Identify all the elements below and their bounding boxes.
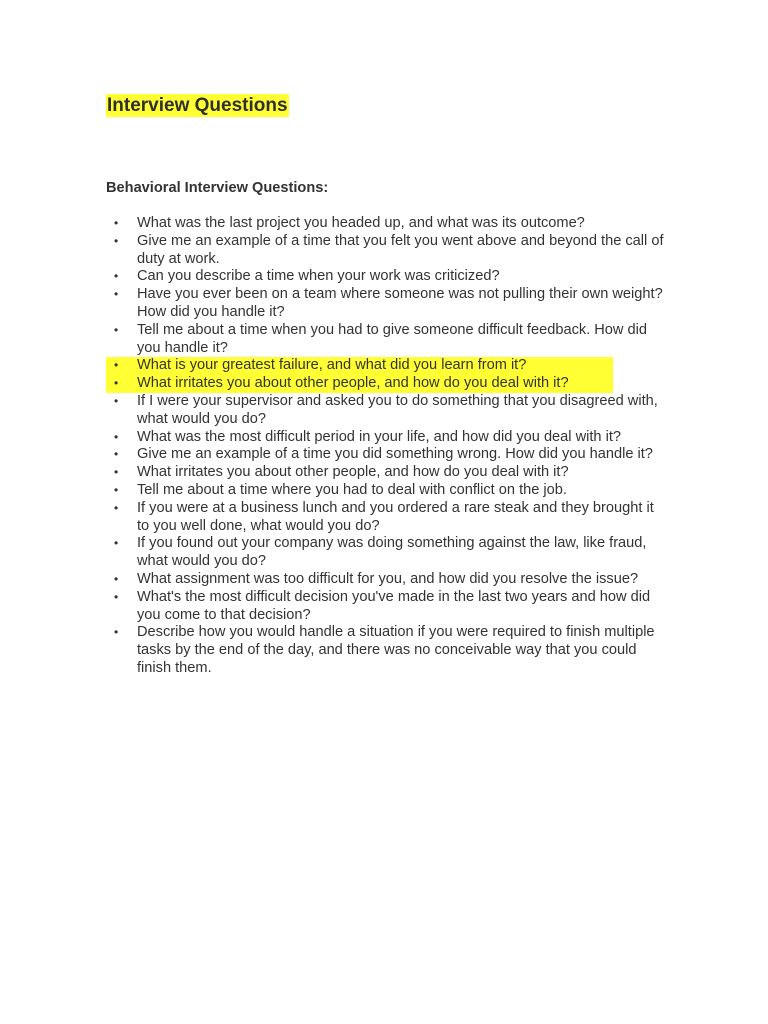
question-text: What assignment was too difficult for you, and how did you resolve the issue?	[137, 570, 639, 587]
bullet-icon: •	[114, 393, 119, 408]
section-heading: Behavioral Interview Questions:	[106, 180, 329, 196]
list-item	[106, 429, 666, 447]
question-text: What was the last project you headed up, and what was its outcome?	[137, 215, 585, 231]
question-list	[106, 215, 666, 678]
list-item	[106, 482, 666, 500]
highlighted-list-item	[106, 357, 613, 375]
bullet-icon: •	[114, 429, 119, 444]
list-item	[106, 268, 666, 286]
highlighted-list-item	[106, 375, 613, 393]
list-item	[106, 286, 666, 322]
document-title: Interview Questions	[107, 95, 288, 116]
question-text: Give me an example of a time you did something wrong. How did you handle it?	[137, 446, 653, 463]
question-text: Give me an example of a time that you felt you went above and beyond the call of duty at work.	[137, 232, 664, 267]
list-item	[106, 393, 666, 429]
bullet-icon: •	[114, 500, 119, 515]
question-text: What irritates you about other people, and how do you deal with it?	[137, 464, 569, 481]
bullet-icon: •	[114, 322, 119, 337]
list-item	[106, 233, 666, 269]
list-item	[106, 624, 666, 677]
question-text: What's the most difficult decision you've made in the last two years and how did you come to that decision?	[137, 588, 651, 623]
question-text: If I were your supervisor and asked you to do something that you disagreed with, what would you do?	[137, 392, 658, 427]
bullet-icon: •	[114, 447, 119, 462]
list-item	[106, 500, 666, 536]
question-text: What was the most difficult period in your life, and how did you deal with it?	[137, 428, 622, 445]
list-item	[106, 589, 666, 625]
question-text: What irritates you about other people, and how do you deal with it?	[137, 375, 569, 392]
list-item	[106, 464, 666, 482]
bullet-icon: •	[114, 482, 119, 497]
question-text: Have you ever been on a team where someone was not pulling their own weight? How did you handle it?	[137, 286, 663, 320]
question-text: Describe how you would handle a situation if you were required to finish multiple tasks by the end of the day, and there was no conceivable way that you could finish them.	[137, 624, 655, 676]
list-item	[106, 446, 666, 464]
bullet-icon: •	[114, 269, 119, 284]
list-item	[106, 322, 666, 358]
bullet-icon: •	[114, 625, 119, 640]
bullet-icon: •	[114, 571, 119, 586]
bullet-icon: •	[114, 465, 119, 480]
bullet-icon: •	[114, 287, 119, 302]
bullet-icon: •	[114, 376, 119, 391]
bullet-icon: •	[114, 216, 119, 230]
bullet-icon: •	[114, 358, 119, 373]
question-text: Tell me about a time where you had to deal with conflict on the job.	[137, 481, 567, 498]
list-item	[106, 571, 666, 589]
question-text: Tell me about a time when you had to give someone difficult feedback. How did you handle it?	[137, 321, 647, 356]
question-text: Can you describe a time when your work was criticized?	[137, 268, 500, 285]
question-text: If you found out your company was doing something against the law, like fraud, what would you do?	[137, 535, 647, 570]
question-text: What is your greatest failure, and what did you learn from it?	[137, 357, 527, 374]
bullet-icon: •	[114, 233, 119, 248]
list-item	[106, 215, 666, 233]
question-text: If you were at a business lunch and you ordered a rare steak and they brought it to you well done, what would you do?	[137, 499, 654, 534]
list-item	[106, 535, 666, 571]
bullet-icon: •	[114, 536, 119, 551]
bullet-icon: •	[114, 589, 119, 604]
